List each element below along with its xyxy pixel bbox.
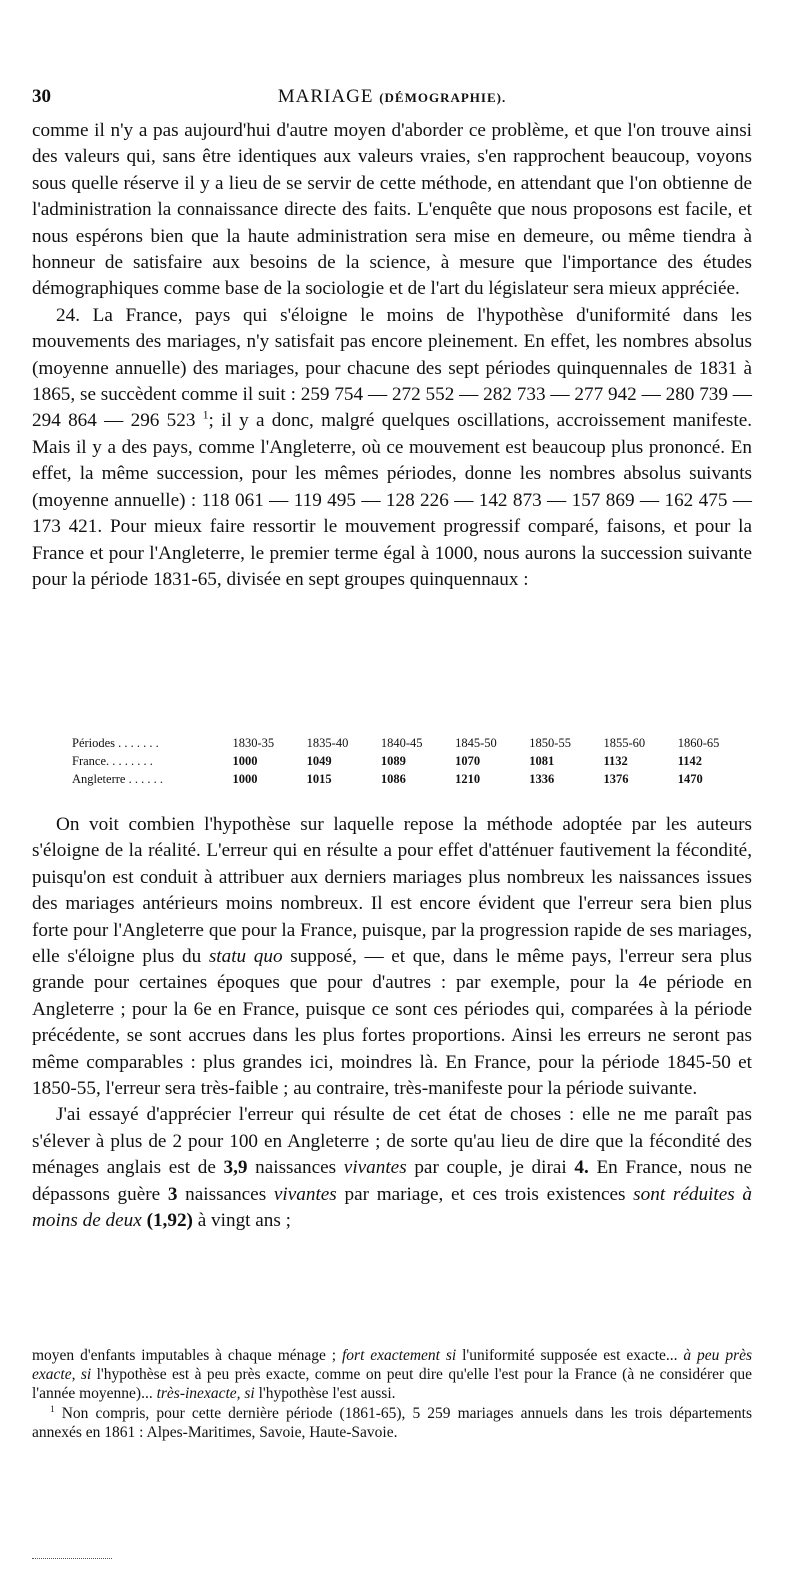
footnote-1-c: l'hypothèse est à peu près exacte, comme on peut dire qu'elle l'est pour la France (à ne considérer que l'année moyenne)... bbox=[32, 1366, 752, 1403]
table-cell: 1840-45 bbox=[380, 736, 423, 750]
body-text-lower bbox=[32, 812, 752, 1235]
paragraph-4-f: par mariage, et ces trois existences bbox=[344, 1183, 626, 1205]
footnote-1-it3: très-inexacte, si bbox=[156, 1385, 255, 1403]
footnote-1-a: moyen d'enfants imputables à chaque ménage ; bbox=[32, 1347, 337, 1364]
paragraph-3-italic: statu quo bbox=[208, 946, 283, 968]
table-row bbox=[72, 734, 752, 752]
table-cell: 1089 bbox=[380, 754, 406, 768]
table-cell: 1081 bbox=[529, 754, 555, 768]
footnote-mark: 1 bbox=[50, 1404, 55, 1415]
footnote-1-d: l'hypothèse l'est aussi. bbox=[258, 1385, 396, 1403]
paragraph-4 bbox=[32, 1102, 752, 1234]
table-cell: 1850-55 bbox=[529, 736, 571, 750]
table-cell: 1132 bbox=[603, 754, 628, 768]
footnote-ref: 1 bbox=[202, 410, 209, 423]
paragraph-4-d: En France, nous ne dépassons guère bbox=[32, 1157, 753, 1205]
table-row bbox=[72, 752, 752, 770]
page-number: 30 bbox=[32, 86, 51, 107]
paragraph-2-cont: ; il y a donc, malgré quelques oscillations, accroissement manifeste. Mais il y a des pays, comme l'Angleterre, où ce mouvement est beaucoup plus prononcé. En effet, la même succession, pour les mêmes périodes, donne les nombres absolus suivants (moyenne annuelle) : 118 061 — 119 495 — 128 226 — 142 873 — 157 869 — 162 475 — 173 421. Pour mieux faire ressortir le mouvement progressif comparé, faisons, et pour la France et pour l'Angleterre, le premier terme égal à 1000, nous aurons la succession suivante pour la période 1831-65, divisée en sept groupes quinquennaux : bbox=[32, 410, 753, 590]
table-cell: 1210 bbox=[455, 772, 481, 786]
table-cell: 1049 bbox=[306, 754, 332, 768]
running-title-main: MARIAGE bbox=[277, 86, 374, 107]
body-text-upper bbox=[32, 118, 752, 593]
paragraph-4-g: à vingt ans ; bbox=[197, 1210, 291, 1232]
paragraph-4-it1: vivantes bbox=[343, 1157, 407, 1179]
table-row bbox=[72, 770, 752, 788]
footnote-1-it2: à peu près exacte, si bbox=[32, 1347, 753, 1384]
paragraph-4-num4: (1,92) bbox=[146, 1210, 193, 1232]
table-cell: 1142 bbox=[677, 754, 702, 768]
footnote-continuation bbox=[32, 1346, 752, 1404]
paragraph-4-num2: 4. bbox=[574, 1157, 589, 1179]
footnotes bbox=[32, 1346, 752, 1442]
comparison-table bbox=[72, 734, 752, 788]
table-row-label: Périodes . . . . . . . bbox=[72, 736, 159, 750]
paragraph-2-text: 24. La France, pays qui s'éloigne le moins de l'hypothèse d'uniformité dans les mouvements des mariages, n'y satisfait pas encore pleinement. En effet, les nombres absolus (moyenne annuelle) des mariages, pour chacune des sept périodes quinquennales de 1831 à 1865, se succèdent comme il suit : 259 754 — 272 552 — 282 733 — 277 942 — 280 739 — 294 864 — 296 523 bbox=[32, 304, 752, 432]
table-cell: 1830-35 bbox=[232, 736, 275, 750]
paragraph-4-num1: 3,9 bbox=[223, 1157, 248, 1179]
paragraph-4-e: naissances bbox=[185, 1183, 267, 1205]
running-header bbox=[32, 86, 752, 116]
paragraph-4-num3: 3 bbox=[167, 1183, 178, 1205]
footnote-1 bbox=[32, 1404, 752, 1442]
table-cell: 1070 bbox=[455, 754, 481, 768]
paragraph-3-cont: supposé, — et que, dans le même pays, l'erreur sera plus grande pour certaines époques que pour d'autres : par exemple, pour la 4e période en Angleterre ; pour la 6e en France, puisque ce sont ces périodes qui, comparées à la période précédente, se sont accrues dans les plus fortes proportions. Ainsi les erreurs ne seront pas même comparables : plus grandes ici, moindres là. En France, pour la période 1845-50 et 1850-55, l'erreur sera très-faible ; au contraire, très-manifeste pour la période suivante. bbox=[32, 946, 752, 1100]
table-cell: 1000 bbox=[232, 772, 258, 786]
bottom-rule bbox=[32, 1558, 112, 1559]
paragraph-4-a: J'ai essayé d'apprécier l'erreur qui résulte de cet état de choses : elle ne me paraît pas s'élever à plus de 2 pour 100 en Angleterre ; de sorte qu'au lieu de dire que la fécondité des ménages anglais est de bbox=[32, 1104, 752, 1179]
paragraph-4-c: par couple, je dirai bbox=[414, 1157, 567, 1179]
footnote-1-b: l'uniformité supposée est exacte... bbox=[462, 1347, 678, 1364]
table-cell: 1086 bbox=[380, 772, 406, 786]
paragraph-4-b: naissances bbox=[255, 1157, 337, 1179]
table-cell: 1855-60 bbox=[603, 736, 646, 750]
table-cell: 1835-40 bbox=[306, 736, 349, 750]
running-title-sub: (DÉMOGRAPHIE). bbox=[379, 90, 507, 105]
table-cell: 1000 bbox=[232, 754, 258, 768]
paragraph-4-it2: vivantes bbox=[273, 1183, 337, 1205]
running-title bbox=[32, 86, 752, 108]
paragraph-3-text: On voit combien l'hypothèse sur laquelle repose la méthode adoptée par les auteurs s'éloigne de la réalité. L'erreur qui en résulte a pour effet d'atténuer fautivement la fécondité, puisqu'on est conduit à attribuer aux derniers mariages plus nombreux les naissances issues des mariages antérieurs moins nombreux. Il est encore évident que l'erreur sera bien plus forte pour l'Angleterre que pour la France, puisque, par la progression rapide de ses mariages, elle s'éloigne plus du bbox=[32, 814, 752, 968]
paragraph-2 bbox=[32, 303, 752, 593]
footnote-1-it1: fort exactement si bbox=[341, 1347, 457, 1364]
table-cell: 1860-65 bbox=[677, 736, 720, 750]
paragraph-3 bbox=[32, 812, 752, 1102]
table-row-label: France. . . . . . . . bbox=[72, 754, 153, 768]
paragraph-1: comme il n'y a pas aujourd'hui d'autre moyen d'aborder ce problème, et que l'on trouve ainsi des valeurs qui, sans être identiques aux valeurs vraies, s'en rapprochent beaucoup, voyons sous quelle réserve il y a lieu de se servir de cette méthode, en attendant que l'on obtienne de l'administration la connaissance directe des faits. L'enquête que nous proposons est facile, et nous espérons bien que la haute administration sera mise en demeure, ou même tiendra à honneur de satisfaire aux besoins de la science, à mesure que l'importance des études démographiques comme base de la sociologie et de l'art du législateur sera mieux appréciée. bbox=[32, 120, 752, 300]
table-cell: 1376 bbox=[603, 772, 629, 786]
footnote-1-text: Non compris, pour cette dernière période (1861-65), 5 259 mariages annuels dans les trois départements annexés en 1861 : Alpes-Maritimes, Savoie, Haute-Savoie. bbox=[32, 1404, 753, 1441]
table-row-label: Angleterre . . . . . . bbox=[72, 772, 163, 786]
table-cell: 1845-50 bbox=[455, 736, 497, 750]
table-cell: 1336 bbox=[529, 772, 555, 786]
table-cell: 1470 bbox=[677, 772, 703, 786]
paragraph-4-it3: sont réduites à moins de deux bbox=[32, 1183, 752, 1232]
table-cell: 1015 bbox=[306, 772, 332, 786]
